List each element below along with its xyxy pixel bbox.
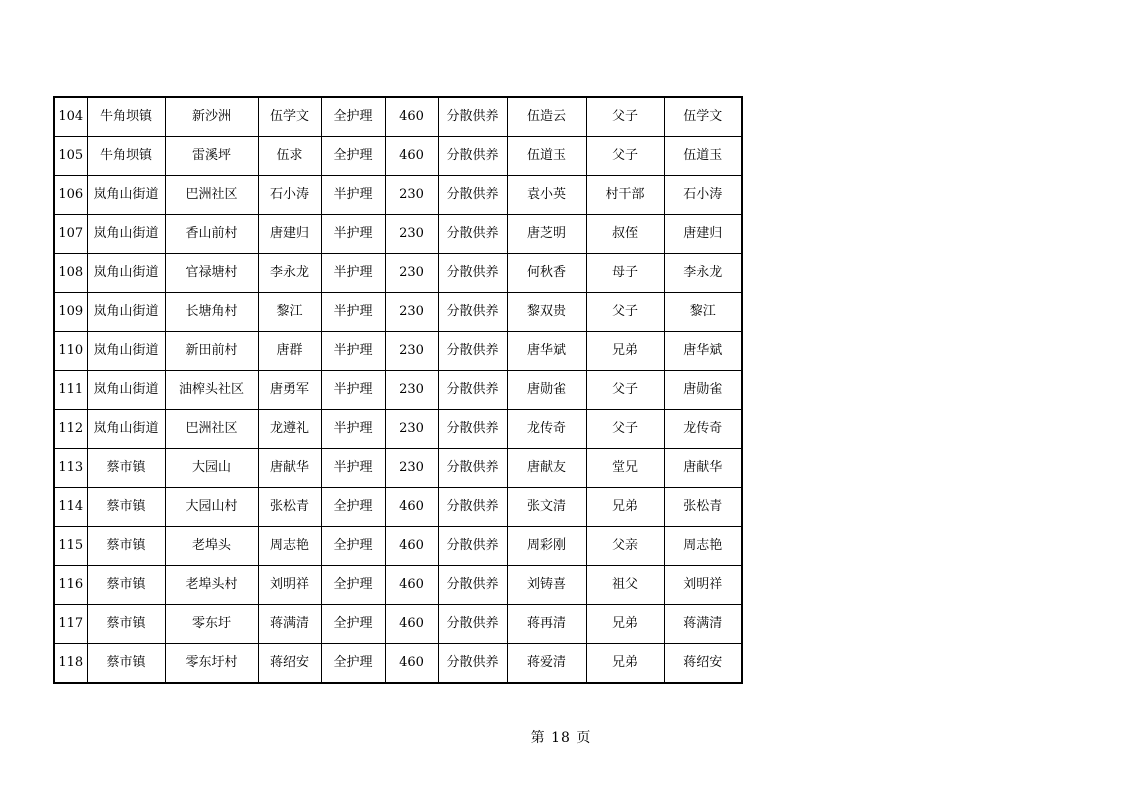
amount-cell: 460 (385, 527, 438, 566)
caregiver-name-cell: 张文清 (507, 488, 586, 527)
person-name-cell: 龙遵礼 (258, 410, 321, 449)
town-cell: 岚角山街道 (87, 215, 165, 254)
table-row (54, 332, 742, 371)
village-cell: 老埠头村 (165, 566, 258, 605)
support-type-cell: 分散供养 (438, 215, 507, 254)
town-cell: 岚角山街道 (87, 293, 165, 332)
relationship-cell: 祖父 (586, 566, 664, 605)
support-type-cell: 分散供养 (438, 644, 507, 684)
serial-number-cell: 118 (54, 644, 87, 684)
payee-name-cell: 龙传奇 (664, 410, 742, 449)
village-cell: 大园山 (165, 449, 258, 488)
town-cell: 牛角坝镇 (87, 97, 165, 137)
support-type-cell: 分散供养 (438, 293, 507, 332)
person-name-cell: 蒋满清 (258, 605, 321, 644)
caregiver-name-cell: 唐勋雀 (507, 371, 586, 410)
town-cell: 蔡市镇 (87, 644, 165, 684)
relationship-cell: 父亲 (586, 527, 664, 566)
person-name-cell: 黎江 (258, 293, 321, 332)
care-level-cell: 全护理 (321, 566, 385, 605)
relationship-cell: 村干部 (586, 176, 664, 215)
amount-cell: 230 (385, 254, 438, 293)
payee-name-cell: 周志艳 (664, 527, 742, 566)
person-name-cell: 周志艳 (258, 527, 321, 566)
amount-cell: 230 (385, 176, 438, 215)
support-type-cell: 分散供养 (438, 176, 507, 215)
table-row (54, 254, 742, 293)
village-cell: 油榨头社区 (165, 371, 258, 410)
relationship-cell: 父子 (586, 410, 664, 449)
village-cell: 新田前村 (165, 332, 258, 371)
serial-number-cell: 113 (54, 449, 87, 488)
person-name-cell: 张松青 (258, 488, 321, 527)
amount-cell: 230 (385, 332, 438, 371)
serial-number-cell: 108 (54, 254, 87, 293)
payee-name-cell: 伍学文 (664, 97, 742, 137)
caregiver-name-cell: 蒋爱清 (507, 644, 586, 684)
care-level-cell: 全护理 (321, 527, 385, 566)
amount-cell: 460 (385, 488, 438, 527)
payee-name-cell: 石小涛 (664, 176, 742, 215)
town-cell: 蔡市镇 (87, 605, 165, 644)
amount-cell: 230 (385, 371, 438, 410)
caregiver-name-cell: 蒋再清 (507, 605, 586, 644)
care-level-cell: 半护理 (321, 254, 385, 293)
payee-name-cell: 蒋绍安 (664, 644, 742, 684)
support-type-cell: 分散供养 (438, 371, 507, 410)
table-row (54, 137, 742, 176)
amount-cell: 230 (385, 293, 438, 332)
support-type-cell: 分散供养 (438, 449, 507, 488)
village-cell: 巴洲社区 (165, 176, 258, 215)
relationship-cell: 兄弟 (586, 644, 664, 684)
support-type-cell: 分散供养 (438, 566, 507, 605)
relationship-cell: 堂兄 (586, 449, 664, 488)
town-cell: 岚角山街道 (87, 176, 165, 215)
payee-name-cell: 蒋满清 (664, 605, 742, 644)
serial-number-cell: 106 (54, 176, 87, 215)
table-row (54, 410, 742, 449)
person-name-cell: 唐建归 (258, 215, 321, 254)
care-level-cell: 半护理 (321, 215, 385, 254)
caregiver-name-cell: 刘铸喜 (507, 566, 586, 605)
payee-name-cell: 唐建归 (664, 215, 742, 254)
care-level-cell: 全护理 (321, 605, 385, 644)
town-cell: 岚角山街道 (87, 410, 165, 449)
serial-number-cell: 117 (54, 605, 87, 644)
village-cell: 新沙洲 (165, 97, 258, 137)
support-type-cell: 分散供养 (438, 97, 507, 137)
table-row (54, 644, 742, 684)
amount-cell: 460 (385, 137, 438, 176)
serial-number-cell: 109 (54, 293, 87, 332)
care-level-cell: 全护理 (321, 97, 385, 137)
relationship-cell: 父子 (586, 371, 664, 410)
care-level-cell: 半护理 (321, 176, 385, 215)
caregiver-name-cell: 伍道玉 (507, 137, 586, 176)
caregiver-name-cell: 唐华斌 (507, 332, 586, 371)
payee-name-cell: 李永龙 (664, 254, 742, 293)
page-number: 第 18 页 (530, 730, 592, 746)
village-cell: 官禄塘村 (165, 254, 258, 293)
relationship-cell: 兄弟 (586, 488, 664, 527)
payee-name-cell: 刘明祥 (664, 566, 742, 605)
table-row (54, 176, 742, 215)
relationship-cell: 父子 (586, 97, 664, 137)
payee-name-cell: 黎江 (664, 293, 742, 332)
caregiver-name-cell: 黎双贵 (507, 293, 586, 332)
village-cell: 零东圩 (165, 605, 258, 644)
village-cell: 雷溪坪 (165, 137, 258, 176)
caregiver-name-cell: 伍造云 (507, 97, 586, 137)
town-cell: 蔡市镇 (87, 566, 165, 605)
table-row (54, 566, 742, 605)
payee-name-cell: 伍道玉 (664, 137, 742, 176)
person-name-cell: 唐献华 (258, 449, 321, 488)
town-cell: 蔡市镇 (87, 488, 165, 527)
person-name-cell: 伍学文 (258, 97, 321, 137)
support-type-cell: 分散供养 (438, 254, 507, 293)
amount-cell: 230 (385, 410, 438, 449)
care-level-cell: 全护理 (321, 488, 385, 527)
table-row (54, 527, 742, 566)
amount-cell: 460 (385, 605, 438, 644)
relationship-cell: 母子 (586, 254, 664, 293)
amount-cell: 230 (385, 449, 438, 488)
table-row (54, 215, 742, 254)
serial-number-cell: 116 (54, 566, 87, 605)
support-type-cell: 分散供养 (438, 527, 507, 566)
person-name-cell: 刘明祥 (258, 566, 321, 605)
relationship-cell: 父子 (586, 137, 664, 176)
care-level-cell: 全护理 (321, 644, 385, 684)
care-level-cell: 半护理 (321, 449, 385, 488)
amount-cell: 460 (385, 644, 438, 684)
serial-number-cell: 110 (54, 332, 87, 371)
support-type-cell: 分散供养 (438, 410, 507, 449)
village-cell: 巴洲社区 (165, 410, 258, 449)
caregiver-name-cell: 唐芝明 (507, 215, 586, 254)
town-cell: 牛角坝镇 (87, 137, 165, 176)
town-cell: 岚角山街道 (87, 332, 165, 371)
care-level-cell: 半护理 (321, 371, 385, 410)
serial-number-cell: 105 (54, 137, 87, 176)
town-cell: 蔡市镇 (87, 527, 165, 566)
person-name-cell: 蒋绍安 (258, 644, 321, 684)
table-row (54, 488, 742, 527)
village-cell: 长塘角村 (165, 293, 258, 332)
town-cell: 岚角山街道 (87, 254, 165, 293)
caregiver-name-cell: 周彩刚 (507, 527, 586, 566)
care-level-cell: 半护理 (321, 293, 385, 332)
support-type-cell: 分散供养 (438, 605, 507, 644)
serial-number-cell: 114 (54, 488, 87, 527)
serial-number-cell: 115 (54, 527, 87, 566)
table-body (54, 97, 742, 683)
village-cell: 老埠头 (165, 527, 258, 566)
care-level-cell: 半护理 (321, 410, 385, 449)
person-name-cell: 李永龙 (258, 254, 321, 293)
support-type-cell: 分散供养 (438, 488, 507, 527)
table-row (54, 605, 742, 644)
town-cell: 岚角山街道 (87, 371, 165, 410)
table-row (54, 97, 742, 137)
support-type-cell: 分散供养 (438, 137, 507, 176)
table-row (54, 449, 742, 488)
relationship-cell: 叔侄 (586, 215, 664, 254)
caregiver-name-cell: 龙传奇 (507, 410, 586, 449)
person-name-cell: 唐群 (258, 332, 321, 371)
village-cell: 零东圩村 (165, 644, 258, 684)
relationship-cell: 兄弟 (586, 605, 664, 644)
person-name-cell: 伍求 (258, 137, 321, 176)
payee-name-cell: 张松青 (664, 488, 742, 527)
serial-number-cell: 107 (54, 215, 87, 254)
serial-number-cell: 104 (54, 97, 87, 137)
care-level-cell: 半护理 (321, 332, 385, 371)
caregiver-name-cell: 唐献友 (507, 449, 586, 488)
care-level-cell: 全护理 (321, 137, 385, 176)
relationship-cell: 父子 (586, 293, 664, 332)
support-type-cell: 分散供养 (438, 332, 507, 371)
serial-number-cell: 111 (54, 371, 87, 410)
amount-cell: 460 (385, 97, 438, 137)
data-table (53, 96, 743, 684)
caregiver-name-cell: 袁小英 (507, 176, 586, 215)
relationship-cell: 兄弟 (586, 332, 664, 371)
payee-name-cell: 唐华斌 (664, 332, 742, 371)
village-cell: 大园山村 (165, 488, 258, 527)
table-row (54, 371, 742, 410)
person-name-cell: 石小涛 (258, 176, 321, 215)
payee-name-cell: 唐勋雀 (664, 371, 742, 410)
town-cell: 蔡市镇 (87, 449, 165, 488)
village-cell: 香山前村 (165, 215, 258, 254)
payee-name-cell: 唐献华 (664, 449, 742, 488)
caregiver-name-cell: 何秋香 (507, 254, 586, 293)
table-row (54, 293, 742, 332)
amount-cell: 460 (385, 566, 438, 605)
amount-cell: 230 (385, 215, 438, 254)
person-name-cell: 唐勇军 (258, 371, 321, 410)
serial-number-cell: 112 (54, 410, 87, 449)
